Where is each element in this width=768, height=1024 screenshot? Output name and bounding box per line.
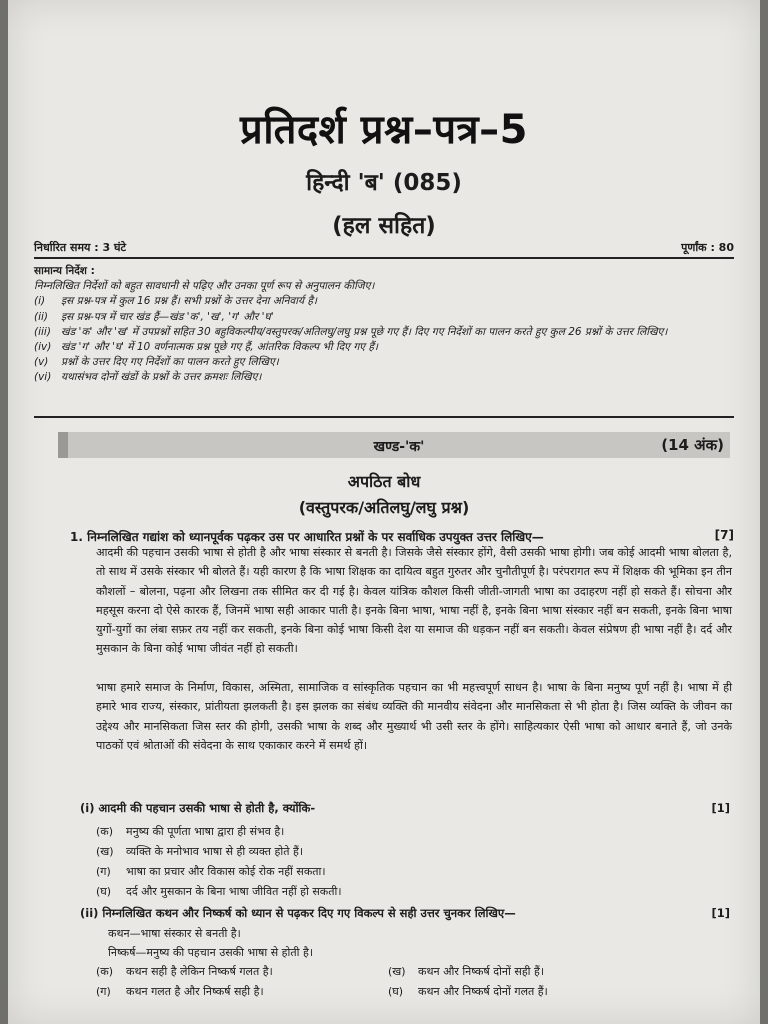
general-intro: निम्नलिखित निर्देशों को बहुत सावधानी से पढ़िए और उनका पूर्ण रूप से अनुपालन कीजिए।	[34, 280, 375, 293]
question-1-text: 1. निम्नलिखित गद्यांश को ध्यानपूर्वक पढ़कर उस पर आधारित प्रश्नों के पर सर्वाधिक उपयुक्त उत्तर लिखिए—	[70, 530, 544, 544]
sub-question-i-marks: [1]	[711, 801, 730, 815]
option-item: (क) मनुष्य की पूर्णता भाषा द्वारा ही संभव है।	[96, 825, 285, 838]
option-item: (ग) कथन गलत है और निष्कर्ष सही है।	[96, 985, 264, 998]
sub-question-i-text: (i) आदमी की पहचान उसकी भाषा से होती है, क्योंकि-	[80, 801, 316, 815]
option-item: (घ) कथन और निष्कर्ष दोनों गलत हैं।	[388, 985, 548, 998]
paper-title: प्रतिदर्श प्रश्न–पत्र–5	[240, 107, 528, 153]
instruction-item: (vi) यथासंभव दोनों खंडों के प्रश्नों के उत्तर क्रमशः लिखिए।	[34, 371, 262, 384]
section-band	[58, 432, 730, 458]
document-page	[8, 0, 760, 1024]
paper-meta	[34, 240, 734, 255]
passage-paragraph-1: आदमी की पहचान उसकी भाषा से होती है और भाषा संस्कार से बनती है। जिसके जैसे संस्कार होंगे, वैसी उसकी भाषा होगी। जब कोई आदमी भाषा बोलता है, तो साथ में उसके संस्कार भी बोलते हैं। यही कारण है कि भाषा शिक्षक का दायित्व बहुत गुरुतर और चुनौतीपूर्ण है। परंपरागत रूप में शिक्षक की भूमिका इन तीन कौशलों – बोलना, पढ़ना और लिखना तक सीमित कर दी गई है। केवल यांत्रिक कौशल किसी जीती-जागती भाषा का उदाहरण नहीं हो सकते हैं। सोचना और महसूस करना दो ऐसे कारक हैं, जिनमें भाषा सही आकार पाती है। इनके बिना भाषा, भाषा नहीं है, इनके बिना भाषा संस्कार नहीं बन सकती, इनके बिना भाषा युगों-युगों का लंबा सफ़र तय नहीं कर सकती, इनके बिना कोई भाषा किसी देश या समाज की धड़कन नहीं बन सकती। केवल संप्रेषण ही भाषा नहीं है। दर्द और मुसकान के बिना कोई भाषा जीवंत नहीं हो सकती।	[96, 546, 732, 656]
instruction-item: (ii) इस प्रश्न-पत्र में चार खंड हैं—खंड 'क', 'ख', 'ग' और 'घ'	[34, 310, 274, 323]
instructions-rule	[34, 416, 734, 418]
section-marks: (14 अंक)	[661, 436, 724, 454]
header-rule	[34, 257, 734, 259]
statement-line: कथन—भाषा संस्कार से बनती है।	[108, 927, 241, 940]
question-1-marks: [7]	[714, 528, 734, 542]
question-type-heading: (वस्तुपरक/अतिलघु/लघु प्रश्न)	[298, 498, 470, 517]
apathit-heading: अपठित बोध	[347, 472, 421, 491]
with-solution-label: (हल सहित)	[332, 213, 436, 239]
marks-label: पूर्णांक : 80	[681, 241, 734, 254]
instruction-item: (iii) खंड 'क' और 'ख' में उपप्रश्नों सहित 30 बहुविकल्पीय/वस्तुपरक/अतिलघु/लघु प्रश्न पूछे गए हैं। दिए गए निर्देशों का पालन करते हुए कुल 26 प्रश्नों के उत्तर लिखिए।	[34, 325, 668, 338]
option-item: (ख) कथन और निष्कर्ष दोनों सही हैं।	[388, 965, 545, 978]
instruction-item: (iv) खंड 'ग' और 'घ' में 10 वर्णनात्मक प्रश्न पूछे गए हैं, आंतरिक विकल्प भी दिए गए हैं।	[34, 341, 378, 354]
instruction-item: (v) प्रश्नों के उत्तर दिए गए निर्देशों का पालन करते हुए लिखिए।	[34, 356, 279, 369]
sub-question-ii-text: (ii) निम्नलिखित कथन और निष्कर्ष को ध्यान से पढ़कर दिए गए विकल्प से सही उत्तर चुनकर लिखिए—	[80, 906, 516, 920]
sub-question-ii-marks: [1]	[711, 906, 730, 920]
time-label: निर्धारित समय : 3 घंटे	[34, 241, 126, 254]
passage-paragraph-2: भाषा हमारे समाज के निर्माण, विकास, अस्मिता, सामाजिक व सांस्कृतिक पहचान का भी महत्त्वपूर्ण साधन है। भाषा के बिना मनुष्य पूर्ण नहीं है। भाषा में ही हमारे भाव राज्य, संस्कार, प्रांतीयता झलकती है। इस झलक का संबंध व्यक्ति की मानवीय संवेदना और मानसिकता से भी होता है। जिस व्यक्ति के जीवन का उद्देश्य और मानसिकता जिस स्तर की होगी, उसकी भाषा के शब्द और मुख्यार्थ भी उसी स्तर के होंगे। साहित्यकार ऐसी भाषा को आधार बनाते हैं, जो उनके पाठकों एवं श्रोताओं की संवेदना के साथ एकाकार करने में समर्थ हों।	[96, 681, 732, 752]
conclusion-line: निष्कर्ष—मनुष्य की पहचान उसकी भाषा से होती है।	[108, 946, 313, 959]
general-heading: सामान्य निर्देश :	[34, 265, 95, 277]
section-title: खण्ड-'क'	[373, 439, 425, 455]
subject-heading: हिन्दी 'ब' (085)	[306, 170, 462, 196]
general-instructions	[34, 264, 734, 386]
option-item: (ख) व्यक्ति के मनोभाव भाषा से ही व्यक्त होते हैं।	[96, 845, 303, 858]
sub-question-ii	[80, 906, 730, 921]
option-item: (ग) भाषा का प्रचार और विकास कोई रोक नहीं सकता।	[96, 865, 326, 878]
instruction-item: (i) इस प्रश्न-पत्र में कुल 16 प्रश्न हैं। सभी प्रश्नों के उत्तर देना अनिवार्य है।	[34, 295, 317, 308]
sub-question-i	[80, 801, 730, 816]
option-item: (क) कथन सही है लेकिन निष्कर्ष गलत है।	[96, 965, 273, 978]
option-item: (घ) दर्द और मुसकान के बिना भाषा जीवित नहीं हो सकती।	[96, 885, 342, 898]
